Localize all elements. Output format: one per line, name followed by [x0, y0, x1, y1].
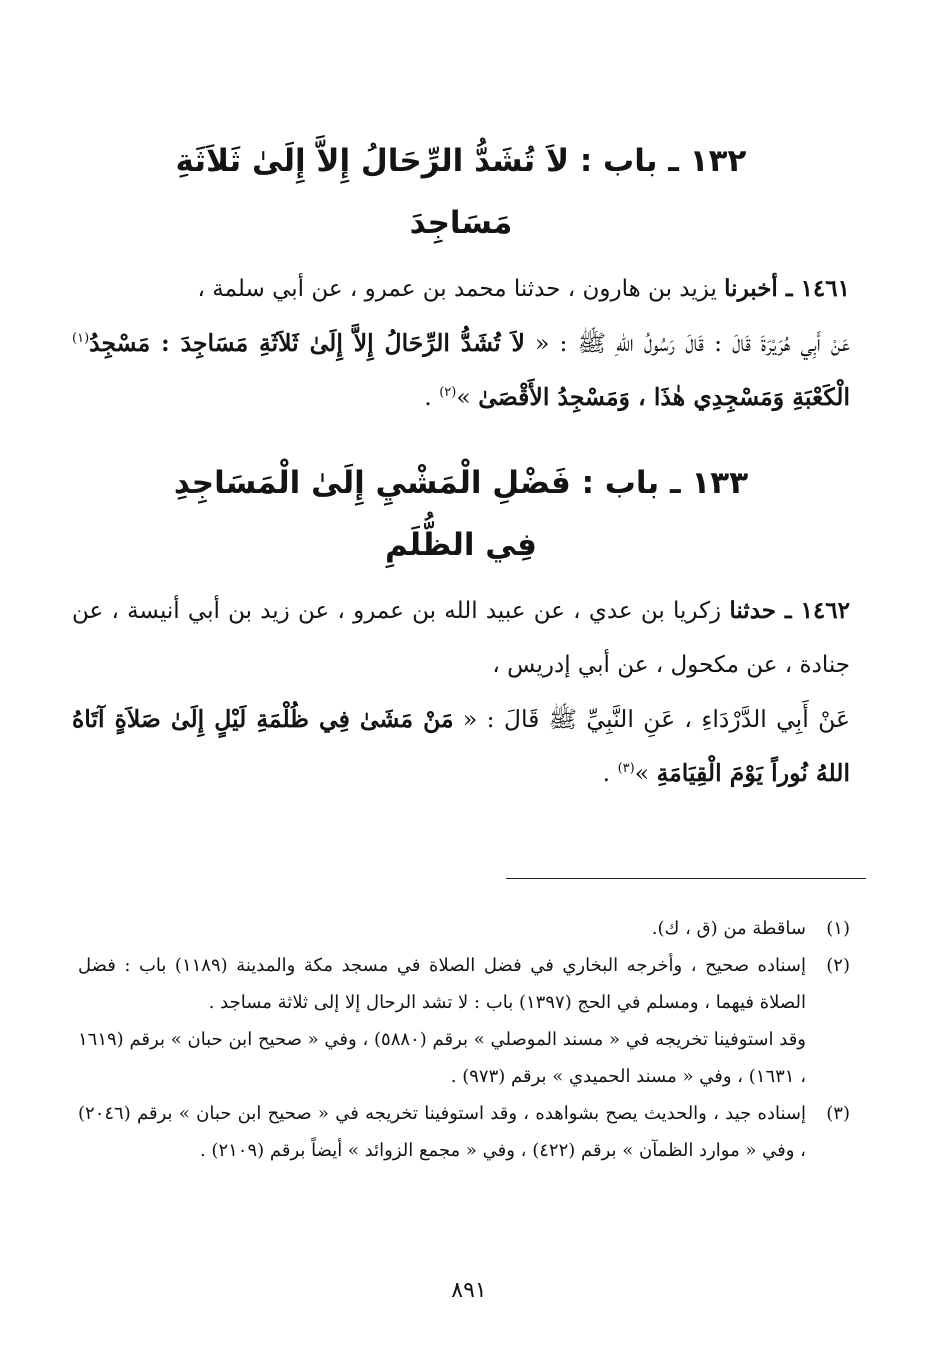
footnote-1-body	[78, 910, 806, 947]
hadith-1461-quote-close: »	[456, 383, 479, 411]
hadith-1461	[72, 262, 850, 424]
hadith-1462-isnad	[72, 584, 850, 692]
hadith-1462	[72, 584, 850, 800]
hadith-1461-end: .	[424, 383, 440, 411]
footnote-2-text-2: وقد استوفينا تخريجه في « مسند الموصلي » برقم (٥٨٨٠) ، وفي « صحيح ابن حبان » برقم (١٦١٩ ، ١٦٣١) ، وفي « مسند الحميدي » برقم (٩٧٣) .	[78, 1029, 806, 1087]
footnote-ref-1: (١)	[72, 331, 90, 347]
hadith-1462-isnad-text: زكريا بن عدي ، عن عبيد الله بن عمرو ، عن زيد بن أبي أنيسة ، عن جنادة ، عن مكحول ، عن أبي إدريس ،	[72, 598, 850, 678]
chapter-132-title-line1: ١٣٢ ـ باب : لاَ تُشَدُّ الرِّحَالُ إِلاَّ إِلَىٰ ثَلاَثَةِ	[175, 143, 747, 179]
hadith-1462-matn-intro: عَنْ أَبِي الدَّرْدَاءِ ، عَنِ النَّبِيِّ ﷺ قَالَ : «	[453, 705, 850, 733]
hadith-1461-number: ١٤٦١ ـ أخبرنا	[724, 275, 850, 302]
footnote-ref-3: (٣)	[617, 761, 635, 777]
footnote-3-text: إسناده جيد ، والحديث يصح بشواهده ، وقد استوفينا تخريجه في « صحيح ابن حبان » برقم (٢٠٤٦) ، وفي « موارد الظمآن » برقم (٤٢٢) ، وفي « مجمع الزوائد » أيضاً برقم (٢١٠٩) .	[78, 1103, 806, 1161]
hadith-1461-matn	[72, 316, 850, 424]
footnote-divider	[506, 878, 866, 879]
footnotes	[78, 910, 850, 1169]
footnote-3-body	[78, 1095, 806, 1169]
hadith-1461-quote-part2: الْكَعْبَةِ وَمَسْجِدِي هٰذَا ، وَمَسْجِدُ الأَقْصَىٰ	[478, 383, 850, 411]
footnote-2-text-1: إسناده صحيح ، وأخرجه البخاري في فضل الصلاة في مسجد مكة والمدينة (١١٨٩) باب : فضل الصلاة فيهما ، ومسلم في الحج (١٣٩٧) باب : لا تشد الرحال إلا إلى ثلاثة مساجد .	[78, 955, 806, 1013]
chapter-133-title-line1: ١٣٣ ـ باب : فَضْلِ الْمَشْيِ إِلَىٰ الْمَسَاجِدِ	[173, 465, 749, 501]
hadith-1462-end: .	[602, 759, 618, 787]
footnote-2	[78, 947, 850, 1095]
hadith-1462-quote-close: »	[634, 759, 657, 787]
hadith-1462-quote: مَنْ مَشَىٰ فِي ظُلْمَةِ لَيْلٍ إِلَىٰ صَلاَةٍ آتَاهُ اللهُ نُوراً يَوْمَ الْقِيَامَةِ	[72, 705, 850, 787]
chapter-133-title-line2: فِي الظُّلَمِ	[385, 527, 537, 563]
chapter-132-heading	[72, 130, 850, 254]
page-number: ٨٩١	[451, 1278, 487, 1303]
footnote-1	[78, 910, 850, 947]
chapter-132-title-line2: مَسَاجِدَ	[409, 205, 513, 241]
hadith-1461-isnad-text: يزيد بن هارون ، حدثنا محمد بن عمرو ، عن أبي سلمة ،	[197, 276, 725, 302]
footnote-2-number: (٢)	[826, 955, 850, 976]
hadith-1462-number: ١٤٦٢ ـ حدثنا	[729, 597, 850, 624]
footnote-3-number: (٣)	[826, 1103, 850, 1124]
footnote-1-number: (١)	[826, 918, 850, 939]
footnote-1-text: ساقطة من (ق ، ك).	[651, 918, 806, 939]
footnote-3	[78, 1095, 850, 1169]
footnote-2-body	[78, 947, 806, 1095]
hadith-1461-matn-intro: عَنْ أَبِي هُرَيْرَةَ قَالَ : قَالَ رَسُولُ اللهِ ﷺ : «	[524, 329, 850, 357]
chapter-133-heading	[72, 452, 850, 576]
page-body	[72, 120, 850, 800]
hadith-1461-quote-part1: لاَ تُشَدُّ الرِّحَالُ إِلاَّ إِلَىٰ ثَلاَثَةِ مَسَاجِدَ : مَسْجِدُ	[89, 329, 525, 357]
footnote-ref-2: (٢)	[439, 385, 457, 401]
hadith-1461-isnad	[72, 262, 850, 316]
hadith-1462-matn	[72, 692, 850, 800]
